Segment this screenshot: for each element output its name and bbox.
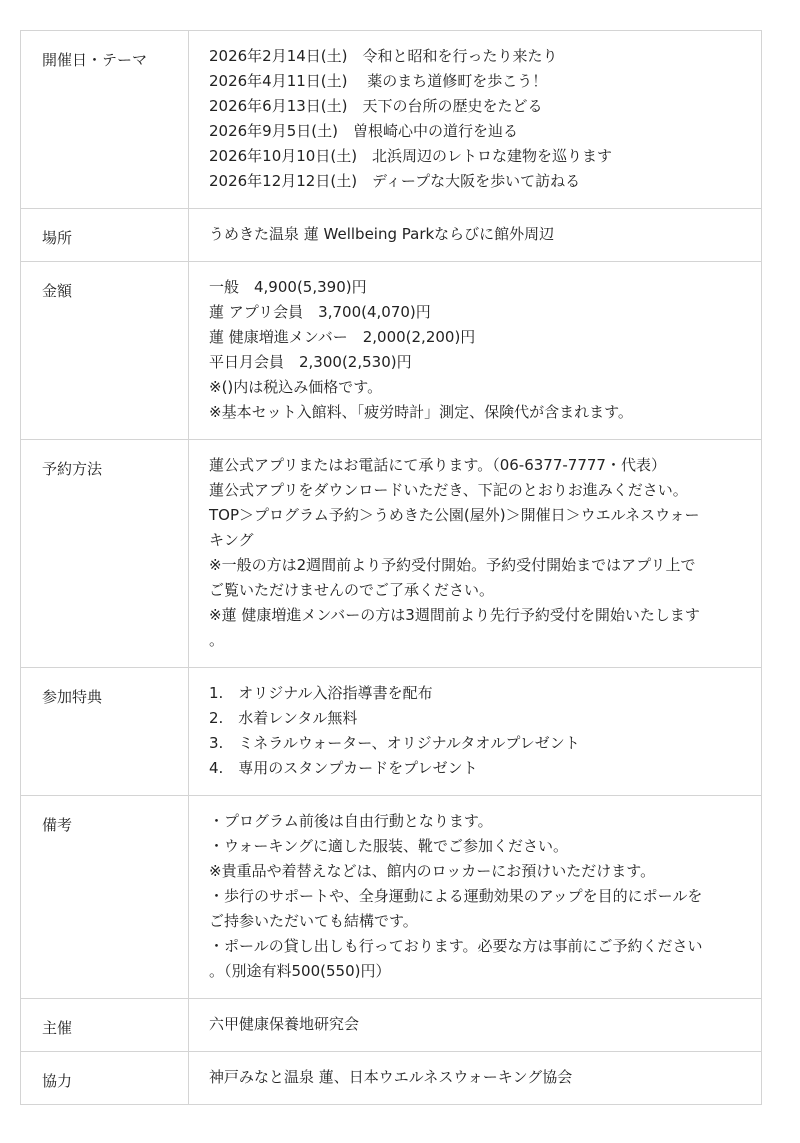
row-reservation	[21, 440, 762, 668]
value-line: 一般 4,900(5,390)円	[209, 278, 367, 296]
value-line: うめきた温泉 蓮 Wellbeing Parkならびに館外周辺	[209, 225, 555, 243]
value-line: 蓮 アプリ会員 3,700(4,070)円	[209, 303, 431, 321]
label-cell	[21, 999, 189, 1052]
row-label: 開催日・テーマ	[42, 51, 148, 69]
value-line: 1. オリジナル入浴指導書を配布	[209, 684, 433, 702]
value-line: ・ポールの貸し出しも行っております。必要な方は事前にご予約ください	[209, 937, 703, 955]
label-cell	[21, 31, 189, 209]
value-cell	[189, 999, 762, 1052]
value-cell	[189, 209, 762, 262]
row-notes	[21, 796, 762, 999]
row-label: 予約方法	[42, 460, 103, 478]
value-line: 4. 専用のスタンプカードをプレゼント	[209, 759, 478, 777]
label-cell	[21, 440, 189, 668]
value-line: キング	[209, 531, 254, 549]
value-line: ご持参いただいても結構です。	[209, 912, 418, 930]
event-info-table	[20, 30, 762, 1105]
row-label: 金額	[42, 282, 73, 300]
value-line: ・歩行のサポートや、全身運動による運動効果のアップを目的にポールを	[209, 887, 703, 905]
label-cell	[21, 262, 189, 440]
row-label: 場所	[42, 229, 73, 247]
label-cell	[21, 1052, 189, 1105]
row-label: 主催	[42, 1019, 73, 1037]
value-line: 2. 水着レンタル無料	[209, 709, 358, 727]
row-organizer	[21, 999, 762, 1052]
value-line: 神戸みなと温泉 蓮、日本ウエルネスウォーキング協会	[209, 1068, 573, 1086]
value-line: ※一般の方は2週間前より予約受付開始。予約受付開始まではアプリ上で	[209, 556, 696, 574]
value-line: 3. ミネラルウォーター、オリジナルタオルプレゼント	[209, 734, 580, 752]
row-cooperation	[21, 1052, 762, 1105]
value-line: 2026年10月10日(土) 北浜周辺のレトロな建物を巡ります	[209, 147, 613, 165]
value-line: ※蓮 健康増進メンバーの方は3週間前より先行予約受付を開始いたします	[209, 606, 700, 624]
value-cell	[189, 796, 762, 999]
value-line: ※基本セット入館料、「疲労時計」測定、保険代が含まれます。	[209, 403, 633, 421]
row-price	[21, 262, 762, 440]
event-info-table-body	[21, 31, 762, 1105]
value-line: ※貴重品や着替えなどは、館内のロッカーにお預けいただけます。	[209, 862, 656, 880]
row-label: 備考	[42, 816, 73, 834]
value-line: ・ウォーキングに適した服装、靴でご参加ください。	[209, 837, 568, 855]
value-line: ※()内は税込み価格です。	[209, 378, 383, 396]
value-line: ・プログラム前後は自由行動となります。	[209, 812, 493, 830]
value-line: 六甲健康保養地研究会	[209, 1015, 360, 1033]
row-dates-themes	[21, 31, 762, 209]
label-cell	[21, 209, 189, 262]
value-line: 蓮公式アプリをダウンロードいただき、下記のとおりお進みください。	[209, 481, 688, 499]
row-benefits	[21, 668, 762, 796]
value-line: 2026年2月14日(土) 令和と昭和を行ったり来たり	[209, 47, 558, 65]
row-label: 協力	[42, 1072, 73, 1090]
value-cell	[189, 31, 762, 209]
value-line: 蓮公式アプリまたはお電話にて承ります。（06-6377-7777・代表）	[209, 456, 666, 474]
value-line: 2026年4月11日(土) 薬のまち道修町を歩こう！	[209, 72, 548, 90]
value-cell	[189, 668, 762, 796]
value-line: TOP＞プログラム予約＞うめきた公園(屋外)＞開催日＞ウエルネスウォー	[209, 506, 700, 524]
value-line: 2026年12月12日(土) ディープな大阪を歩いて訪ねる	[209, 172, 581, 190]
value-line: 2026年9月5日(土) 曽根崎心中の道行を辿る	[209, 122, 518, 140]
label-cell	[21, 796, 189, 999]
value-line: 。	[209, 631, 225, 649]
label-cell	[21, 668, 189, 796]
value-line: 平日月会員 2,300(2,530)円	[209, 353, 412, 371]
row-location	[21, 209, 762, 262]
value-line: 。（別途有料500(550)円）	[209, 962, 391, 980]
value-line: 蓮 健康増進メンバー 2,000(2,200)円	[209, 328, 476, 346]
value-line: 2026年6月13日(土) 天下の台所の歴史をたどる	[209, 97, 543, 115]
value-cell	[189, 262, 762, 440]
value-line: ご覧いただけませんのでご了承ください。	[209, 581, 495, 599]
value-cell	[189, 1052, 762, 1105]
row-label: 参加特典	[42, 688, 103, 706]
value-cell	[189, 440, 762, 668]
